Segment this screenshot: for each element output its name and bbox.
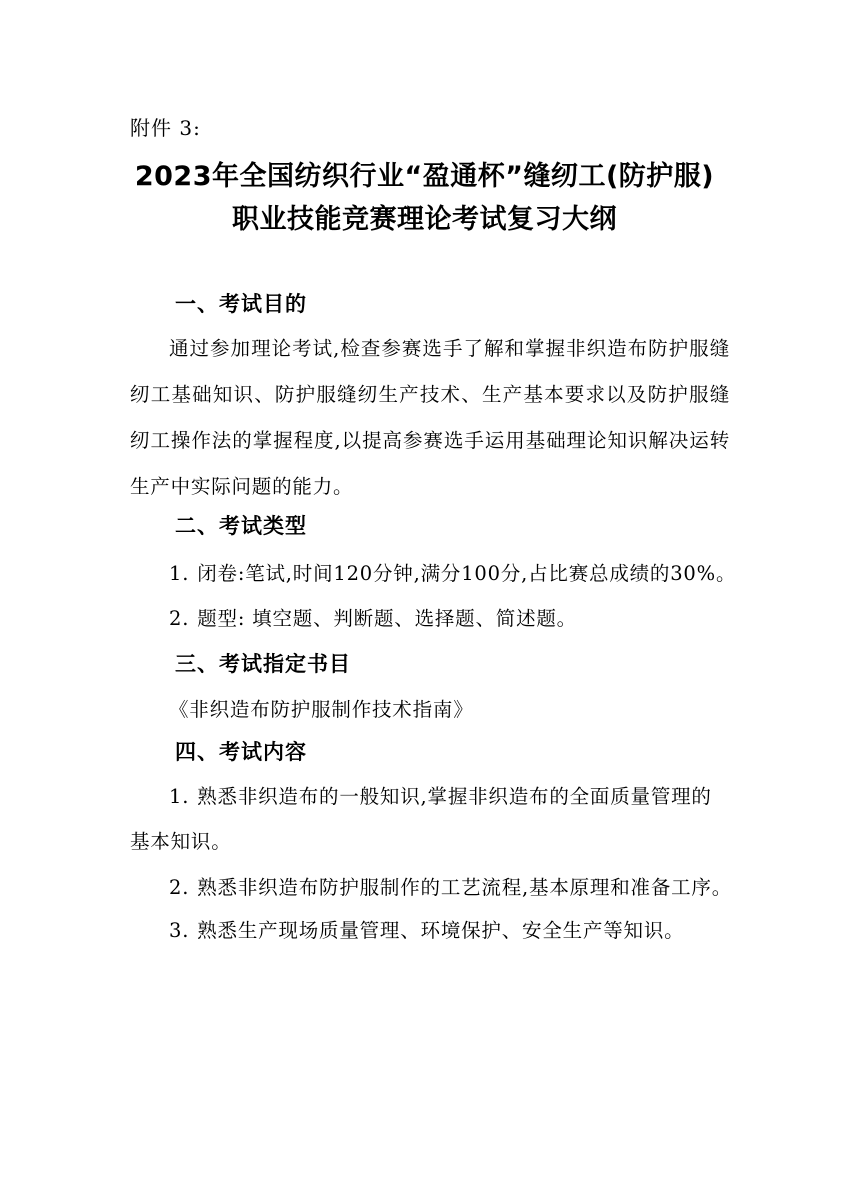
list-item-text: 熟悉非织造布防护服制作的工艺流程,基本原理和准备工序。 <box>197 876 733 899</box>
list-item-content-1-continued: 基本知识。 <box>130 830 232 853</box>
list-item-number: 2. <box>169 876 190 899</box>
list-item-exam-type-2 <box>169 603 577 631</box>
list-item-number: 2. <box>169 607 190 630</box>
attachment-label: 附件 3: <box>130 116 201 140</box>
document-title-line-2: 职业技能竞赛理论考试复习大纲 <box>232 204 617 235</box>
list-item-number: 3. <box>169 919 190 942</box>
list-item-number: 1. <box>169 562 190 585</box>
section-heading-purpose: 一、考试目的 <box>175 292 307 316</box>
section-heading-content: 四、考试内容 <box>175 740 307 764</box>
list-item-content-1 <box>169 781 712 809</box>
list-item-text: 熟悉生产现场质量管理、环境保护、安全生产等知识。 <box>197 919 685 942</box>
list-item-content-3 <box>169 915 684 943</box>
list-item-content-2 <box>169 872 732 900</box>
section-heading-exam-type: 二、考试类型 <box>175 514 307 538</box>
list-item-number: 1. <box>169 785 190 808</box>
designated-book: 《非织造布防护服制作技术指南》 <box>169 698 474 721</box>
document-title-line-1: 2023年全国纺织行业“盈通杯”缝纫工(防护服) <box>134 161 715 192</box>
list-item-exam-type-1 <box>169 558 736 586</box>
list-item-text: 题型: 填空题、判断题、选择题、简述题。 <box>197 607 577 630</box>
list-item-text: 闭卷:笔试,时间120分钟,满分100分,占比赛总成绩的30%。 <box>197 562 737 585</box>
list-item-text: 熟悉非织造布的一般知识,掌握非织造布的全面质量管理的 <box>197 785 712 808</box>
section-body-purpose: 通过参加理论考试,检查参赛选手了解和掌握非织造布防护服缝纫工基础知识、防护服缝纫生产技术、生产基本要求以及防护服缝纫工操作法的掌握程度,以提高参赛选手运用基础理论知识解决运转生产中实际问题的能力。 <box>130 337 730 498</box>
section-heading-books: 三、考试指定书目 <box>175 652 351 676</box>
